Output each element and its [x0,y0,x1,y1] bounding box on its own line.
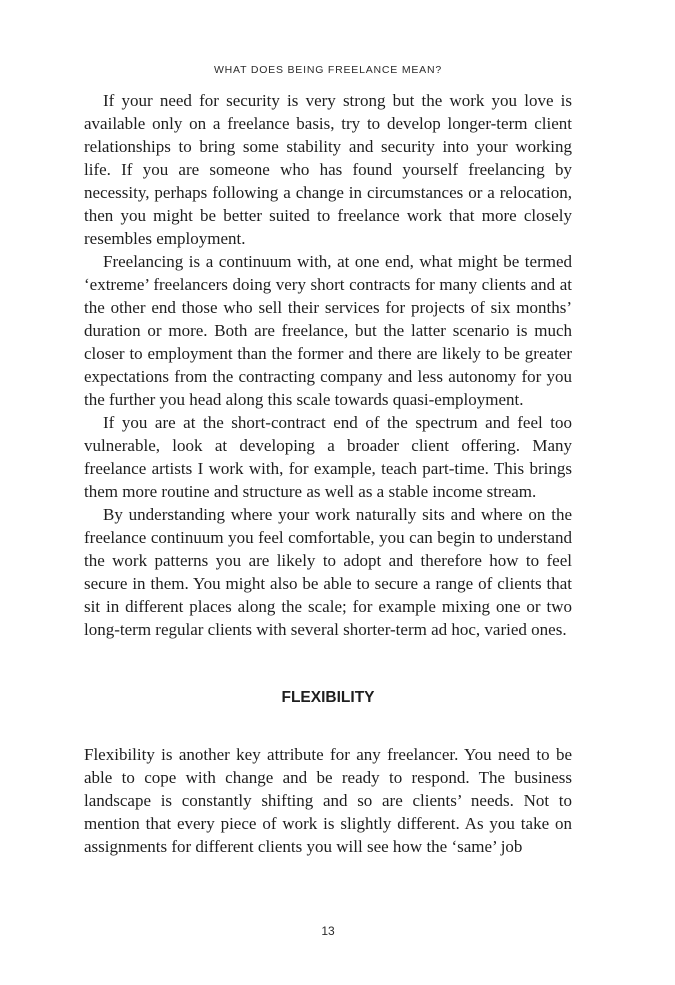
paragraph: Freelancing is a continuum with, at one end, what might be termed ‘extreme’ freelancers doing very short contracts for many clients and at the other end those who sell their services for projects of six months’ duration or more. Both are freelance, but the latter scenario is much closer to employment than the former and there are likely to be greater expectations from the contracting company and less autonomy for you the further you head along this scale towards quasi-employment. [84,252,572,409]
paragraph: If you are at the short-contract end of the spectrum and feel too vulnerable, look at developing a broader client offering. Many freelance artists I work with, for example, teach part-time. This brings them more routine and structure as well as a stable income stream. [84,413,572,501]
running-head: WHAT DOES BEING FREELANCE MEAN? [213,64,443,76]
paragraph: If your need for security is very strong but the work you love is available only on a freelance basis, try to develop longer-term client relationships to bring some stability and security into your working life. If you are someone who has found yourself freelancing by necessity, perhaps following a change in circumstances or a relocation, then you might be better suited to freelance work that more closely resembles employment. [84,91,572,248]
paragraph: By understanding where your work naturally sits and where on the freelance continuum you feel comfortable, you can begin to understand the work patterns you are likely to adopt and therefore how to feel secure in them. You might also be able to secure a range of clients that sit in different places along the scale; for example mixing one or two long-term regular clients with several shorter-term ad hoc, varied ones. [84,505,572,639]
body-text [84,89,572,858]
section-heading: FLEXIBILITY [281,689,375,706]
paragraph: Flexibility is another key attribute for any freelancer. You need to be able to cope with change and be ready to respond. The business landscape is constantly shifting and so are clients’ needs. Not to mention that every piece of work is slightly different. As you take on assignments for different clients you will see how the ‘same’ job [84,745,572,856]
page-number: 13 [321,924,335,938]
